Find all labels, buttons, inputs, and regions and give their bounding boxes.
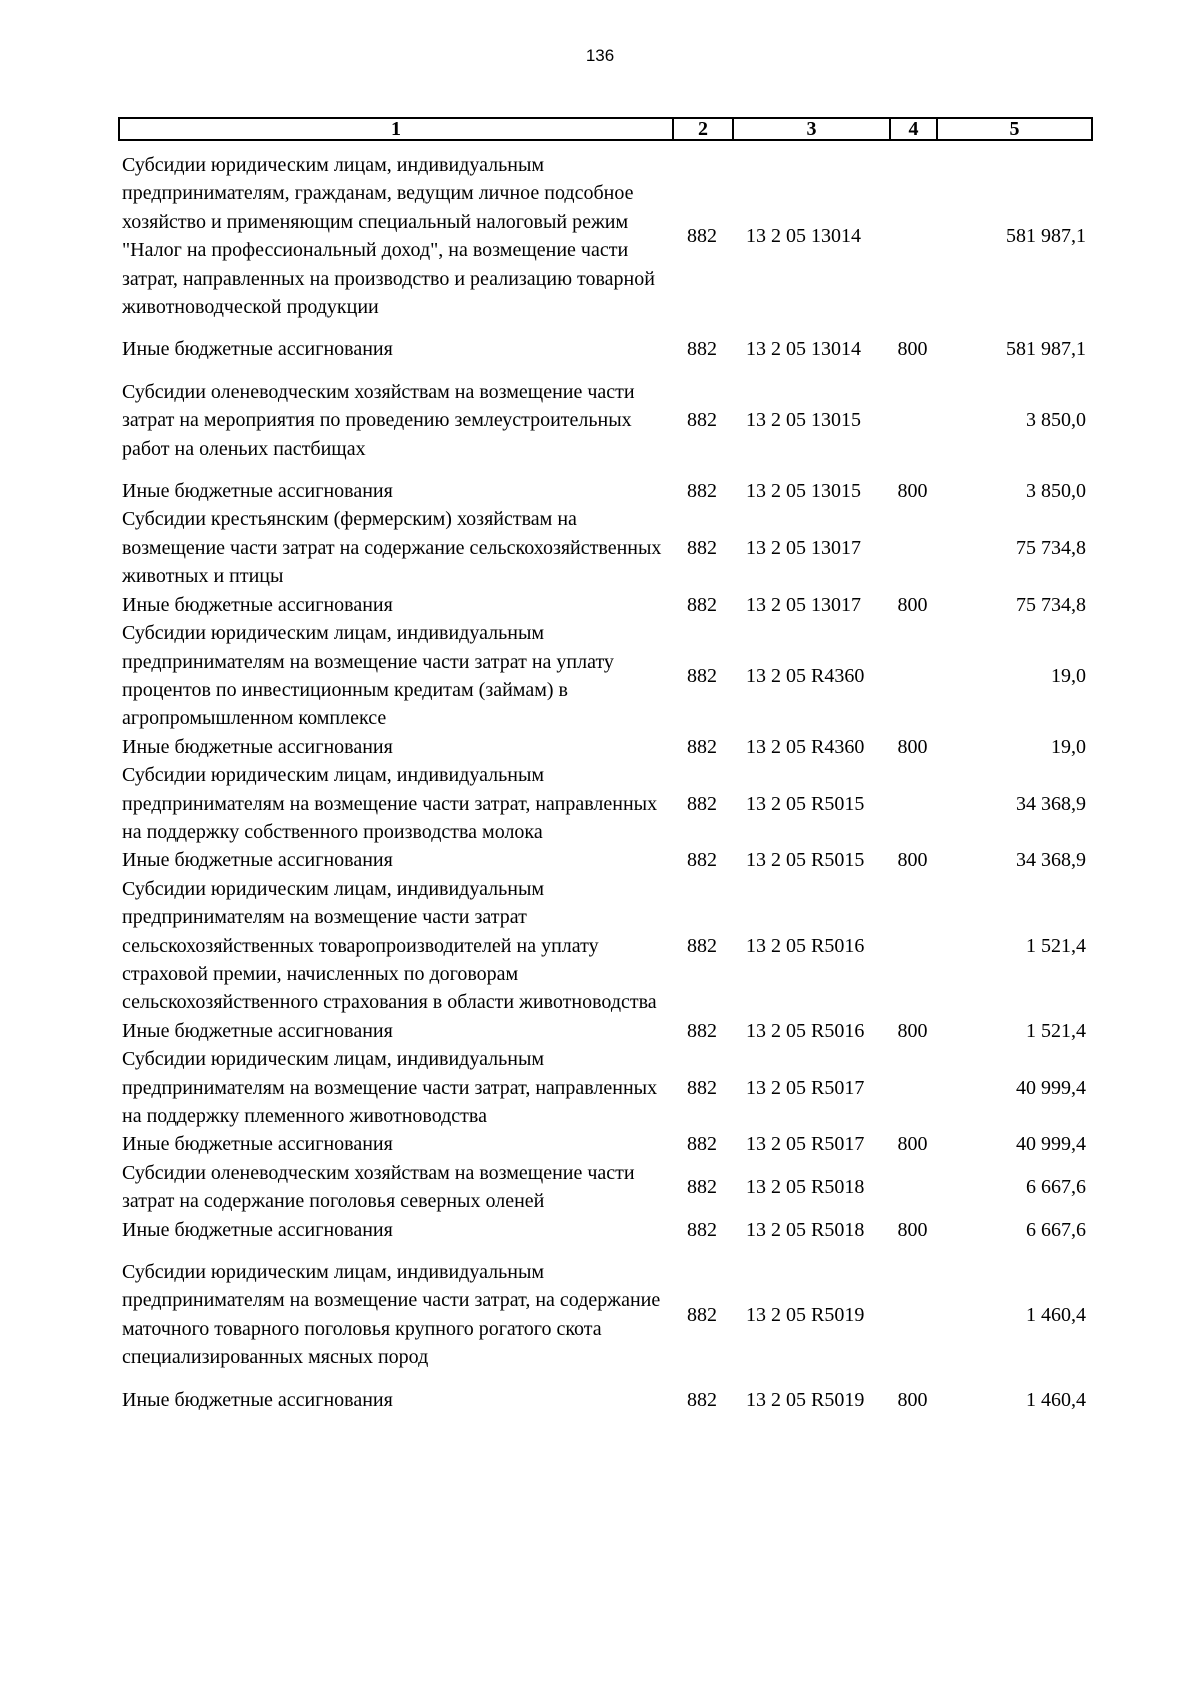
row-target-article: 13 2 05 R5018 (746, 1218, 865, 1241)
page-number: 136 (585, 46, 615, 65)
table-row (118, 1130, 1091, 1158)
row-expense-type (889, 761, 936, 846)
row-description: Субсидии юридическим лицам, индивидуальным предпринимателям на возмещение части затрат, направленных на поддержку собственного производства молока (122, 764, 658, 843)
row-description: Субсидии оленеводческим хозяйствам на возмещение части затрат на содержание поголовья северных оленей (122, 1161, 635, 1213)
row-target-article: 13 2 05 13017 (746, 593, 861, 616)
row-target-article: 13 2 05 R5017 (746, 1076, 865, 1099)
row-amount: 3 850,0 (1026, 409, 1086, 432)
header-col-1: 1 (119, 118, 673, 140)
row-expense-type: 800 (897, 338, 928, 361)
row-target-article: 13 2 05 R5015 (746, 792, 865, 815)
row-target-article: 13 2 05 R4360 (746, 735, 865, 758)
row-grbs-code: 882 (687, 480, 717, 503)
table-row (118, 875, 1091, 1017)
row-grbs-code: 882 (687, 1176, 717, 1199)
row-spacer (118, 463, 1091, 477)
row-amount: 19,0 (1051, 664, 1086, 687)
row-expense-type: 800 (897, 593, 928, 616)
spacer-cell (118, 1372, 1091, 1386)
spacer-cell (118, 321, 1091, 335)
row-grbs-code: 882 (687, 1388, 717, 1411)
header-col-5: 5 (937, 118, 1092, 140)
table-row (118, 477, 1091, 505)
row-grbs-code: 882 (687, 593, 717, 616)
row-amount: 40 999,4 (1016, 1076, 1086, 1099)
spacer-cell (118, 463, 1091, 477)
row-expense-type (889, 875, 936, 1017)
row-amount: 75 734,8 (1016, 536, 1086, 559)
row-grbs-code: 882 (687, 1133, 717, 1156)
row-description: Иные бюджетные ассигнования (122, 593, 393, 616)
row-description: Субсидии юридическим лицам, индивидуальным предпринимателям, гражданам, ведущим личное подсобное хозяйство и применяющим специальный налоговый режим "Налог на профессиональный доход", на возмещение части затрат, направленных на производство и реализацию товарной животноводческой продукции (122, 154, 655, 319)
row-target-article: 13 2 05 13015 (746, 480, 861, 503)
row-expense-type (889, 619, 936, 733)
row-target-article: 13 2 05 R5019 (746, 1388, 865, 1411)
row-grbs-code: 882 (687, 536, 717, 559)
row-grbs-code: 882 (687, 664, 717, 687)
row-description: Субсидии юридическим лицам, индивидуальным предпринимателям на возмещение части затрат, направленных на поддержку племенного животноводства (122, 1048, 658, 1127)
spacer-cell (118, 1244, 1091, 1258)
row-description: Иные бюджетные ассигнования (122, 1019, 393, 1042)
table-row (118, 1386, 1091, 1414)
row-expense-type (889, 378, 936, 463)
table-row (118, 1159, 1091, 1216)
row-target-article: 13 2 05 13014 (746, 225, 861, 248)
row-target-article: 13 2 05 R5016 (746, 1019, 865, 1042)
row-amount: 1 521,4 (1026, 934, 1086, 957)
row-expense-type: 800 (897, 1218, 928, 1241)
row-description: Иные бюджетные ассигнования (122, 338, 393, 361)
row-description: Иные бюджетные ассигнования (122, 480, 393, 503)
row-amount: 34 368,9 (1016, 849, 1086, 872)
row-grbs-code: 882 (687, 409, 717, 432)
budget-table (118, 151, 1091, 1414)
row-expense-type: 800 (897, 480, 928, 503)
row-grbs-code: 882 (687, 735, 717, 758)
row-spacer (118, 1372, 1091, 1386)
row-amount: 581 987,1 (1006, 338, 1086, 361)
row-expense-type (889, 1045, 936, 1130)
row-amount: 34 368,9 (1016, 792, 1086, 815)
row-amount: 19,0 (1051, 735, 1086, 758)
row-description: Иные бюджетные ассигнования (122, 1218, 393, 1241)
row-amount: 1 460,4 (1026, 1388, 1086, 1411)
row-grbs-code: 882 (687, 338, 717, 361)
header-col-4: 4 (890, 118, 937, 140)
row-target-article: 13 2 05 R5015 (746, 849, 865, 872)
row-description: Субсидии юридическим лицам, индивидуальным предпринимателям на возмещение части затрат на уплату процентов по инвестиционным кредитам (займам) в агропромышленном комплексе (122, 622, 614, 730)
table-row (118, 761, 1091, 846)
header-row (119, 118, 1092, 140)
row-description: Субсидии юридическим лицам, индивидуальным предпринимателям на возмещение части затрат, на содержание маточного товарного поголовья крупного рогатого скота специализированных мясных пород (122, 1261, 661, 1369)
row-expense-type (889, 505, 936, 590)
row-expense-type: 800 (897, 1019, 928, 1042)
row-grbs-code: 882 (687, 1218, 717, 1241)
row-description: Субсидии крестьянским (фермерским) хозяйствам на возмещение части затрат на содержание сельскохозяйственных животных и птицы (122, 508, 662, 588)
row-amount: 6 667,6 (1026, 1218, 1086, 1241)
row-description: Иные бюджетные ассигнования (122, 735, 393, 758)
row-expense-type: 800 (897, 1133, 928, 1156)
row-expense-type: 800 (897, 1388, 928, 1411)
table-row (118, 335, 1091, 363)
row-description: Субсидии оленеводческим хозяйствам на возмещение части затрат на мероприятия по проведению землеустроительных работ на оленьих пастбищах (122, 380, 635, 460)
row-target-article: 13 2 05 R5017 (746, 1133, 865, 1156)
row-grbs-code: 882 (687, 1076, 717, 1099)
row-amount: 40 999,4 (1016, 1133, 1086, 1156)
table-row (118, 151, 1091, 321)
table-row (118, 846, 1091, 874)
row-description: Иные бюджетные ассигнования (122, 849, 393, 872)
table-row (118, 1258, 1091, 1372)
row-expense-type (889, 1159, 936, 1216)
row-description: Субсидии юридическим лицам, индивидуальным предпринимателям на возмещение части затрат сельскохозяйственных товаропроизводителей на уплату страховой премии, начисленных по договорам сельскохозяйственного страхования в области животноводства (122, 877, 657, 1014)
row-description: Иные бюджетные ассигнования (122, 1388, 393, 1411)
row-grbs-code: 882 (687, 792, 717, 815)
row-target-article: 13 2 05 R5016 (746, 934, 865, 957)
row-expense-type: 800 (897, 849, 928, 872)
row-target-article: 13 2 05 R4360 (746, 664, 865, 687)
table-row (118, 1216, 1091, 1244)
spacer-cell (118, 364, 1091, 378)
row-amount: 75 734,8 (1016, 593, 1086, 616)
row-description: Иные бюджетные ассигнования (122, 1133, 393, 1156)
row-grbs-code: 882 (687, 1019, 717, 1042)
row-target-article: 13 2 05 R5018 (746, 1176, 865, 1199)
row-spacer (118, 1244, 1091, 1258)
table-row (118, 505, 1091, 590)
row-target-article: 13 2 05 13015 (746, 409, 861, 432)
row-grbs-code: 882 (687, 849, 717, 872)
header-col-2: 2 (673, 118, 733, 140)
row-spacer (118, 321, 1091, 335)
table-row (118, 378, 1091, 463)
row-grbs-code: 882 (687, 1303, 717, 1326)
row-grbs-code: 882 (687, 225, 717, 248)
row-expense-type: 800 (897, 735, 928, 758)
row-target-article: 13 2 05 13014 (746, 338, 861, 361)
row-expense-type (889, 1258, 936, 1372)
header-col-3: 3 (733, 118, 890, 140)
table-row (118, 733, 1091, 761)
header-table (118, 117, 1093, 141)
row-amount: 1 460,4 (1026, 1303, 1086, 1326)
row-amount: 6 667,6 (1026, 1176, 1086, 1199)
table-row (118, 1017, 1091, 1045)
table-row (118, 619, 1091, 733)
table-row (118, 1045, 1091, 1130)
row-grbs-code: 882 (687, 934, 717, 957)
row-target-article: 13 2 05 R5019 (746, 1303, 865, 1326)
row-expense-type (889, 151, 936, 321)
row-amount: 1 521,4 (1026, 1019, 1086, 1042)
row-amount: 3 850,0 (1026, 480, 1086, 503)
row-spacer (118, 364, 1091, 378)
row-amount: 581 987,1 (1006, 225, 1086, 248)
row-target-article: 13 2 05 13017 (746, 536, 861, 559)
table-row (118, 591, 1091, 619)
